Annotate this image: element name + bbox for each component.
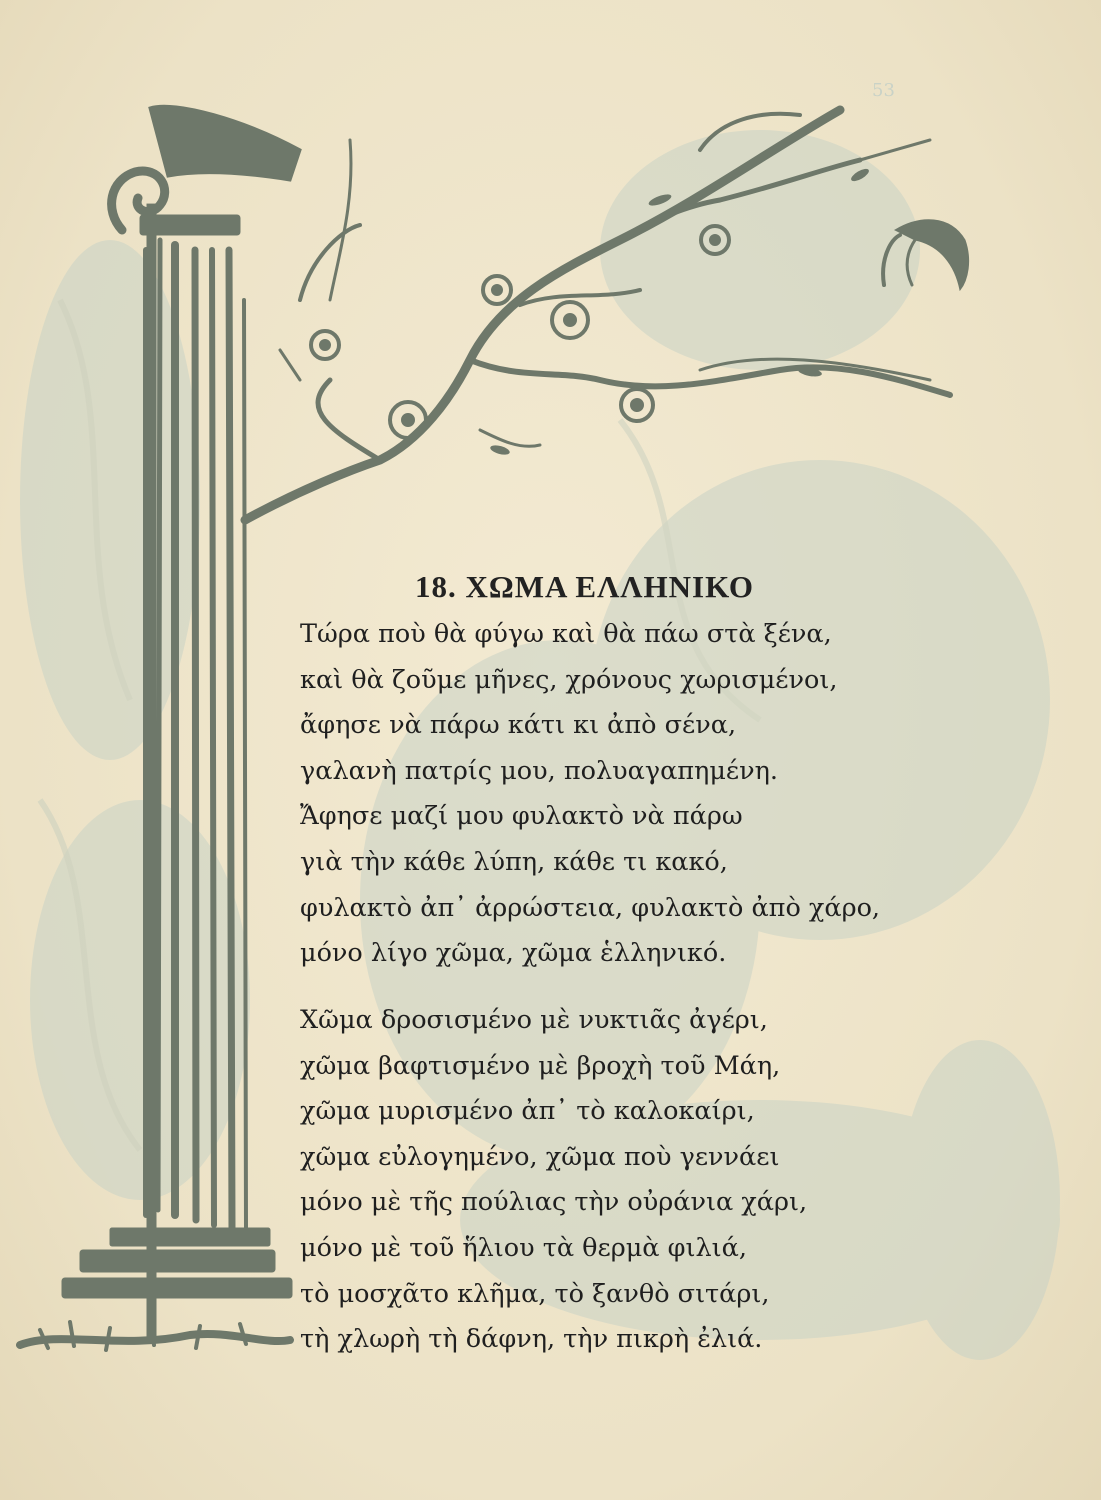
poem-line: χῶμα βαφτισμένο μὲ βροχὴ τοῦ Μάη,	[300, 1050, 781, 1081]
poem-title: 18. ΧΩΜΑ ΕΛΛΗΝΙΚΟ	[415, 568, 754, 604]
poem-line: χῶμα μυρισμένο ἀπ᾿ τὸ καλοκαίρι,	[300, 1096, 755, 1127]
poem-line: γιὰ τὴν κάθε λύπη, κάθε τι κακό,	[300, 846, 728, 877]
page-number: 53	[872, 80, 895, 101]
poem-line: φυλακτὸ ἀπ᾿ ἀρρώστεια, φυλακτὸ ἀπὸ χάρο,	[300, 892, 881, 923]
poem-line: Χῶμα δροσισμένο μὲ νυκτιᾶς ἀγέρι,	[300, 1005, 768, 1035]
poem-line: Ἄφησε μαζί μου φυλακτὸ νὰ πάρω	[300, 801, 743, 832]
poem-line: τὸ μοσχᾶτο κλῆμα, τὸ ξανθὸ σιτάρι,	[300, 1278, 770, 1309]
poem-line: τὴ χλωρὴ τὴ δάφνη, τὴν πικρὴ ἐλιά.	[300, 1324, 763, 1355]
ionic-column-illustration	[20, 106, 300, 1350]
blossom-branch-illustration	[245, 110, 950, 520]
poem-line: μόνο λίγο χῶμα, χῶμα ἑλληνικό.	[300, 938, 727, 969]
stanza-1	[300, 612, 950, 977]
poem-line: Τώρα ποὺ θὰ φύγω καὶ θὰ πάω στὰ ξένα,	[300, 619, 832, 649]
poem-line: χῶμα εὐλογημένο, χῶμα ποὺ γεννάει	[300, 1141, 780, 1172]
stanza-2	[300, 998, 950, 1363]
poem-line: μόνο μὲ τῆς πούλιας τὴν οὐράνια χάρι,	[300, 1187, 808, 1218]
poem-line: μόνο μὲ τοῦ ἥλιου τὰ θερμὰ φιλιά,	[300, 1232, 747, 1263]
swallow-illustration	[883, 220, 969, 290]
poem-line: καὶ θὰ ζοῦμε μῆνες, χρόνους χωρισμένοι,	[300, 664, 838, 695]
poem-line: γαλανὴ πατρίς μου, πολυαγαπημένη.	[300, 755, 778, 786]
poem-line: ἄφησε νὰ πάρω κάτι κι ἀπὸ σένα,	[300, 710, 737, 741]
